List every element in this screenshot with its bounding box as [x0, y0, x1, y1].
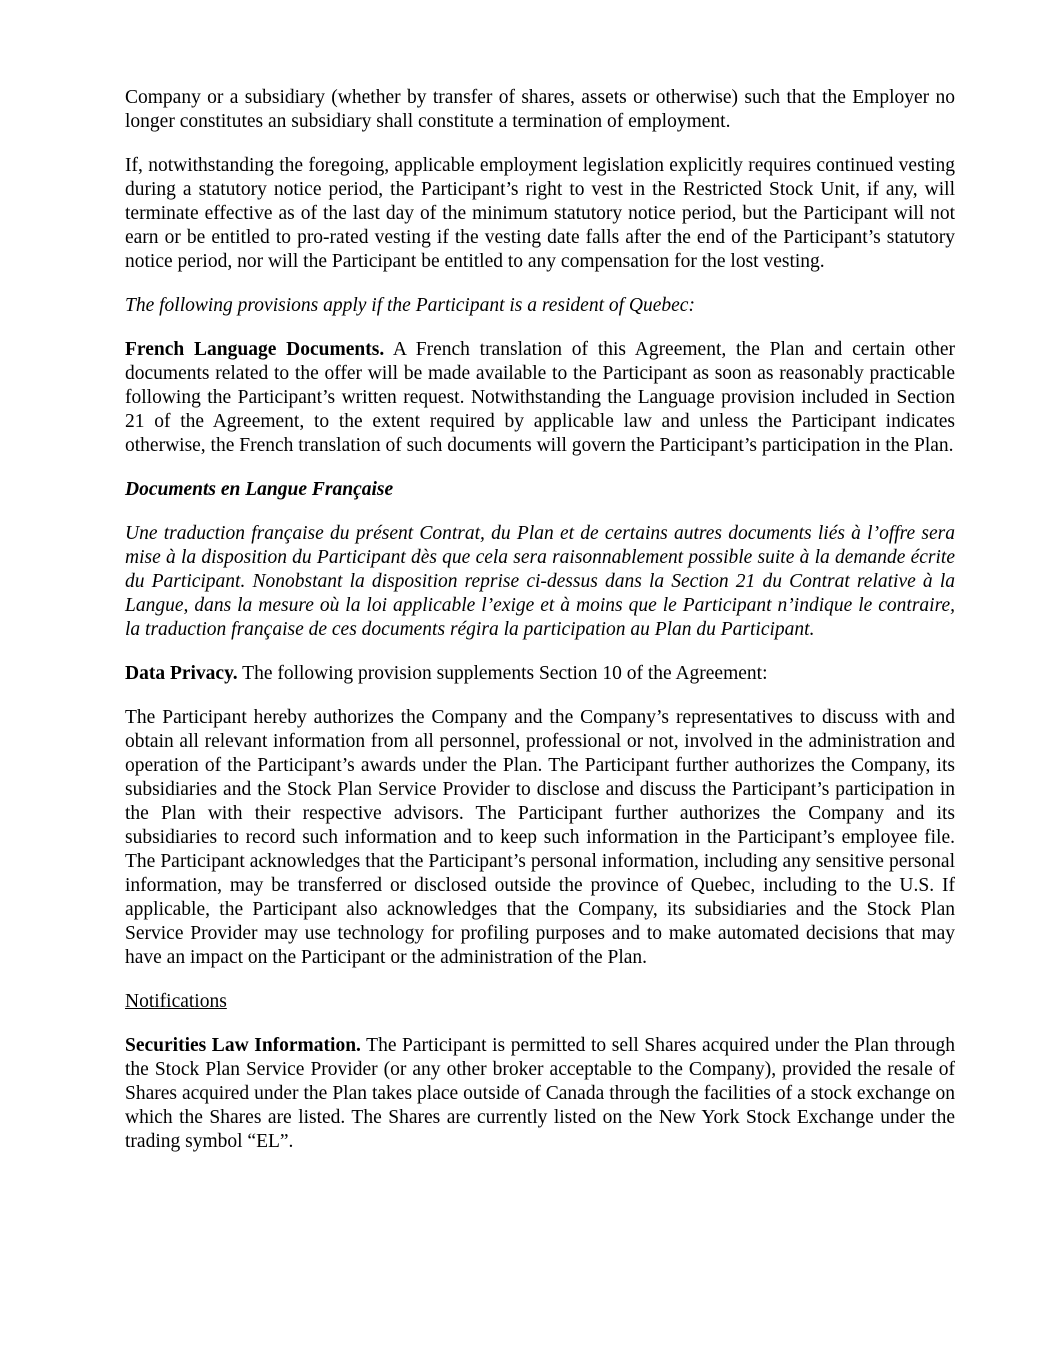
data-privacy-intro: The following provision supplements Section 10 of the Agreement:	[237, 663, 768, 684]
paragraph-french-translation: Une traduction française du présent Contrat, du Plan et de certains autres documents liés à l’offre sera mise à la disposition du Participant dès que cela sera raisonnablement possible suite à la demande écrite du Participant. Nonobstant la disposition reprise ci-dessus dans la Section 21 du Contrat relative à la Langue, dans la mesure où la loi applicable l’exige et à moins que le Participant n’indique le contraire, la traduction française de ces documents régira la participation au Plan du Participant.	[125, 523, 955, 640]
document-page	[125, 86, 955, 1154]
paragraph-securities-law	[125, 1034, 955, 1154]
french-language-documents-body: A French translation of this Agreement, the Plan and certain other documents related to the offer will be made available to the Participant as soon as reasonably practicable following the Participant’s written request. Notwithstanding the Language provision included in Section 21 of the Agreement, to the extent required by applicable law and unless the Participant indicates otherwise, the French translation of such documents will govern the Participant’s participation in the Plan.	[125, 339, 955, 456]
paragraph-termination-continued: Company or a subsidiary (whether by transfer of shares, assets or otherwise) such that the Employer no longer constitutes an subsidiary shall constitute a termination of employment.	[125, 87, 955, 132]
french-section-heading: Documents en Langue Française	[125, 479, 394, 500]
data-privacy-heading: Data Privacy.	[125, 663, 238, 684]
securities-law-heading: Securities Law Information.	[125, 1035, 361, 1056]
paragraph-french-language-documents	[125, 338, 955, 458]
notifications-heading: Notifications	[125, 991, 227, 1012]
paragraph-data-privacy	[125, 662, 955, 686]
paragraph-statutory-notice: If, notwithstanding the foregoing, applicable employment legislation explicitly requires continued vesting during a statutory notice period, the Participant’s right to vest in the Restricted Stock Unit, if any, will terminate effective as of the last day of the minimum statutory notice period, but the Participant will not earn or be entitled to pro-rated vesting if the vesting date falls after the end of the Participant’s statutory notice period, nor will the Participant be entitled to any compensation for the lost vesting.	[125, 155, 955, 272]
paragraph-data-privacy-authorization: The Participant hereby authorizes the Company and the Company’s representatives to discuss with and obtain all relevant information from all personnel, professional or not, involved in the administration and operation of the Participant’s awards under the Plan. The Participant further authorizes the Company, its subsidiaries and the Stock Plan Service Provider to disclose and discuss the Participant’s participation in the Plan with their respective advisors. The Participant further authorizes the Company and its subsidiaries to record such information and to keep such information in the Participant’s employee file. The Participant acknowledges that the Participant’s personal information, including any sensitive personal information, may be transferred or disclosed outside the province of Quebec, including to the U.S. If applicable, the Participant also acknowledges that the Company, its subsidiaries and the Stock Plan Service Provider may use technology for profiling purposes and to make automated decisions that may have an impact on the Participant or the administration of the Plan.	[125, 707, 955, 968]
paragraph-quebec-intro: The following provisions apply if the Participant is a resident of Quebec:	[125, 295, 695, 316]
securities-law-body: The Participant is permitted to sell Shares acquired under the Plan through the Stock Plan Service Provider (or any other broker acceptable to the Company), provided the resale of Shares acquired under the Plan takes place outside of Canada through the facilities of a stock exchange on which the Shares are listed. The Shares are currently listed on the New York Stock Exchange under the trading symbol “EL”.	[125, 1035, 955, 1152]
paragraph-notifications	[125, 990, 955, 1014]
french-language-documents-heading: French Language Documents.	[125, 339, 385, 360]
